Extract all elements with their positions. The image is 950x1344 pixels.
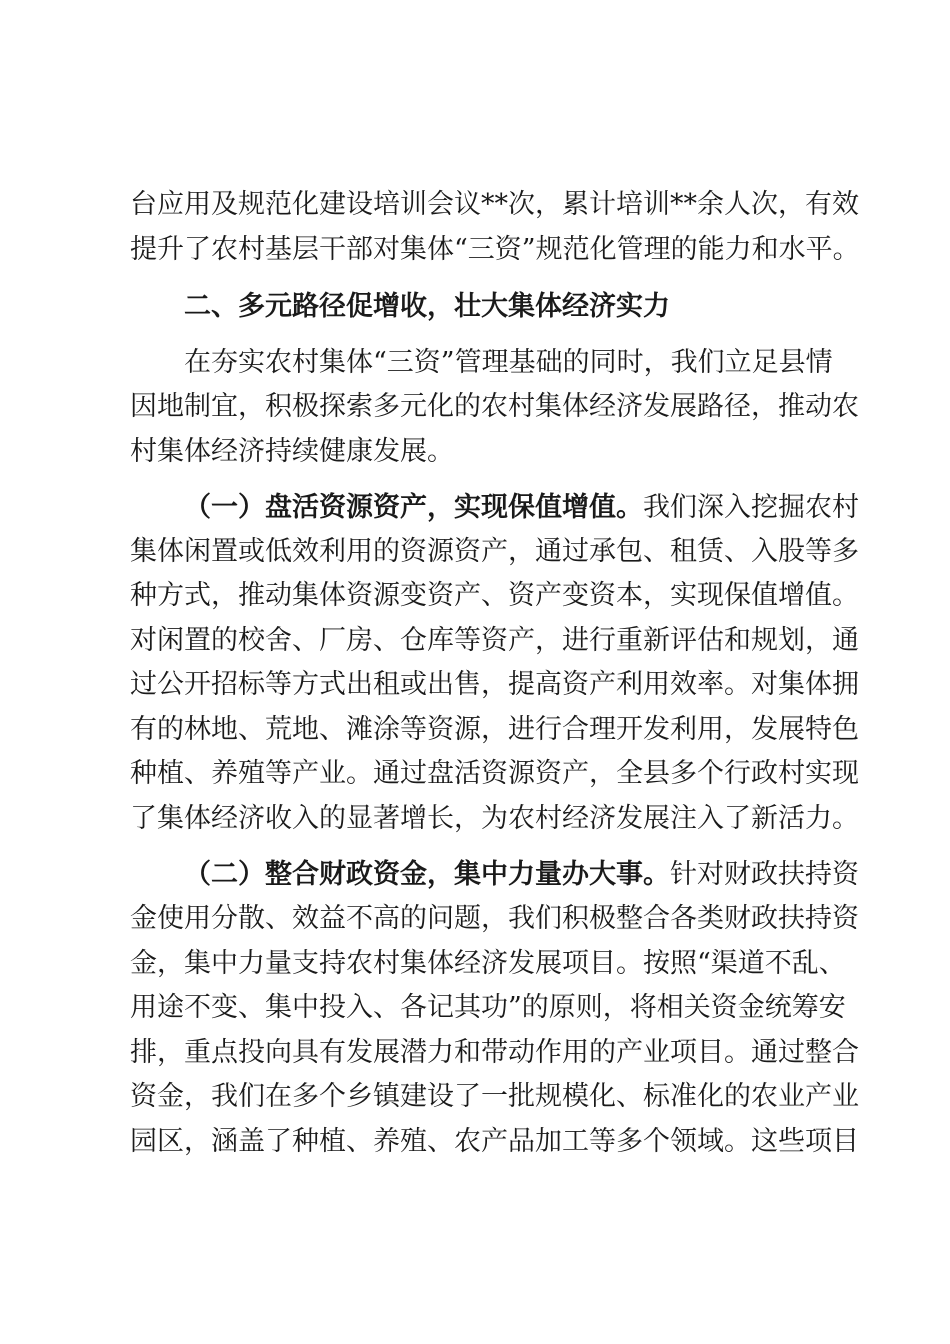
- para3-line-6: 有的林地、荒地、滩涂等资源，进行合理开发利用，发展特色: [130, 714, 859, 745]
- para3-lead-bold: （一）盘活资源资产，实现保值增值。: [184, 492, 643, 523]
- para4-line-5: 排，重点投向具有发展潜力和带动作用的产业项目。通过整合: [130, 1037, 859, 1068]
- para3-line-8: 了集体经济收入的显著增长，为农村经济发展注入了新活力。: [130, 803, 859, 834]
- para2-line-3: 村集体经济持续健康发展。: [130, 436, 454, 467]
- para3-line-4: 对闲置的校舍、厂房、仓库等资产，进行重新评估和规划，通: [130, 625, 859, 656]
- para1-line-2: 提升了农村基层干部对集体“三资”规范化管理的能力和水平。: [130, 234, 860, 265]
- para4-line-2: 金使用分散、效益不高的问题，我们积极整合各类财政扶持资: [130, 903, 859, 934]
- para3-line-2: 集体闲置或低效利用的资源资产，通过承包、租赁、入股等多: [130, 536, 859, 567]
- para3-lead-rest: 我们深入挖掘农村: [643, 492, 859, 523]
- para2-line-1: 在夯实农村集体“三资”管理基础的同时，我们立足县情: [184, 347, 833, 378]
- para3-line-1: [184, 488, 859, 528]
- para4-line-6: 资金，我们在多个乡镇建设了一批规模化、标准化的农业产业: [130, 1081, 859, 1112]
- para3-line-3: 种方式，推动集体资源变资产、资产变资本，实现保值增值。: [130, 580, 859, 611]
- para3-line-5: 过公开招标等方式出租或出售，提高资产利用效率。对集体拥: [130, 669, 859, 700]
- para4-lead-bold: （二）整合财政资金，集中力量办大事。: [184, 859, 670, 890]
- para4-line-7: 园区，涵盖了种植、养殖、农产品加工等多个领域。这些项目: [130, 1126, 859, 1157]
- section-heading: 二、多元路径促增收，壮大集体经济实力: [184, 291, 670, 322]
- para4-line-3: 金，集中力量支持农村集体经济发展项目。按照“渠道不乱、: [130, 948, 846, 979]
- para1-line-1: 台应用及规范化建设培训会议**次，累计培训**余人次，有效: [130, 189, 859, 220]
- para3-line-7: 种植、养殖等产业。通过盘活资源资产，全县多个行政村实现: [130, 758, 859, 789]
- para2-line-2: 因地制宜，积极探索多元化的农村集体经济发展路径，推动农: [130, 391, 859, 422]
- para4-line-1: [184, 855, 859, 895]
- para4-lead-rest: 针对财政扶持资: [670, 859, 859, 890]
- para4-line-4: 用途不变、集中投入、各记其功”的原则，将相关资金统筹安: [130, 992, 846, 1023]
